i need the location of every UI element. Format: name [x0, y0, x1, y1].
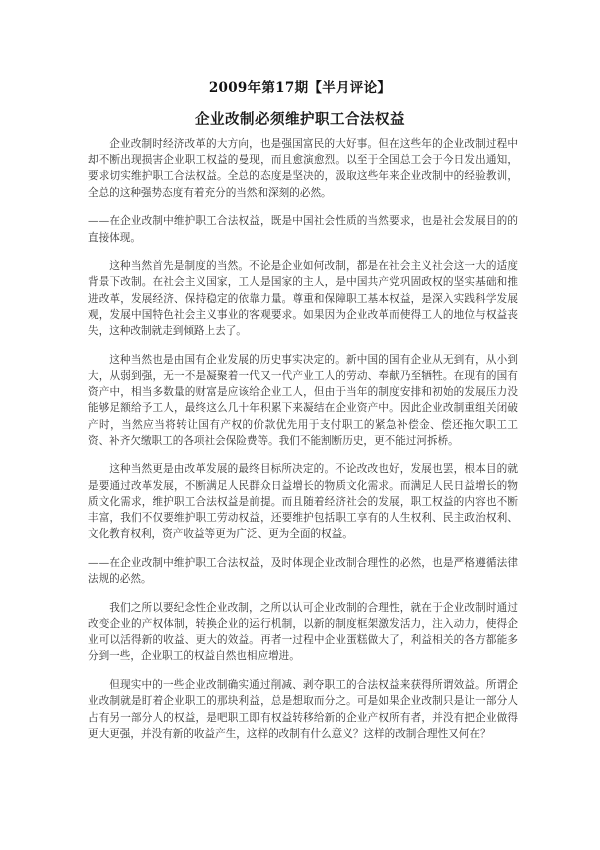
article-body	[88, 136, 518, 755]
paragraph: 但现实中的一些企业改制确实通过削减、剥夺职工的合法权益来获得所谓效益。所谓企业改制就是盯着企业职工的那块利益，总是想取而分之。可是如果企业改制只是让一部分人占有另一部分人的权益，是吧职工即有权益转移给新的企业产权所有者，并没有把企业做得更大更强，并没有新的收益产生，这样的改制有什么意义？这样的改制合理性又何在？	[88, 679, 518, 740]
paragraph: 这种当然也是由国有企业发展的历史事实决定的。新中国的国有企业从无到有，从小到大，从弱到强，无一不是凝聚着一代又一代产业工人的劳动、奉献乃至牺牲。在现有的国有资产中，相当多数量的财富是应该给企业工人，但由于当年的制度安排和初始的发展压力没能够足额给予工人，最终这么几十年积累下来凝结在企业资产中。因此企业改制重组关闭破产时，当然应当将转让国有产权的价款优先用于支付职工的紧急补偿金、偿还拖欠职工工资、补齐欠缴职工的各项社会保险费等。我们不能割断历史，更不能过河拆桥。	[88, 353, 518, 447]
paragraph: 企业改制时经济改革的大方向，也是强国富民的大好事。但在这些年的企业改制过程中却不断出现损害企业职工权益的曼现，而且愈演愈烈。以至于全国总工会于今日发出通知，要求切实维护职工合法权益。全总的态度是坚决的，汲取这些年来企业改制中的经验教训，全总的这种强势态度有着充分的当然和深刻的必然。	[88, 138, 518, 199]
article-title: 企业改制必须维护职工合法权益	[195, 111, 405, 128]
paragraph: 这种当然更是由改革发展的最终目标所决定的。不论改改也好，发展也罢，根本目的就是要通过改革发展，不断满足人民群众日益增长的物质文化需求。而满足人民日益增长的物质文化需求，维护职工合法权益是前提。而且随着经济社会的发展，职工权益的内容也不断丰富，我们不仅要维护职工劳动权益，还要维护包括职工享有的人生权利、民主政治权利、文化教育权利，资产收益等更为广泛、更为全面的权益。	[88, 463, 518, 541]
paragraph: ——在企业改制中维护职工合法权益，既是中国社会性质的当然要求，也是社会发展目的的直接体现。	[88, 215, 518, 244]
issue-title: 2009年第17期【半月评论】	[208, 80, 392, 96]
paragraph: 这种当然首先是制度的当然。不论是企业如何改制，都是在社会主义社会这一大的适度背景下改制。在社会主义国家，工人是国家的主人，是中国共产党巩固政权的坚实基础和推进改革，发展经济、保持稳定的依靠力量。尊重和保障职工基本权益，是深入实践科学发展观，发展中国特色社会主义事业的客观要求。如果因为企业改革而使得工人的地位与权益丧失，这种改制就走到倾路上去了。	[88, 260, 518, 338]
paragraph: ——在企业改制中维护职工合法权益，及时体现企业改制合理性的必然，也是严格遵循法律法规的必然。	[88, 556, 518, 586]
paragraph: 我们之所以要纪念性企业改制，之所以认可企业改制的合理性，就在于企业改制时通过改变企业的产权体制，转换企业的运行机制，以新的制度框架激发活力，注入动力，使得企业可以活得新的收益、更大的效益。再者一过程中企业蛋糕做大了，利益相关的各方都能多分到一些，企业职工的权益自然也相应增进。	[88, 601, 518, 663]
